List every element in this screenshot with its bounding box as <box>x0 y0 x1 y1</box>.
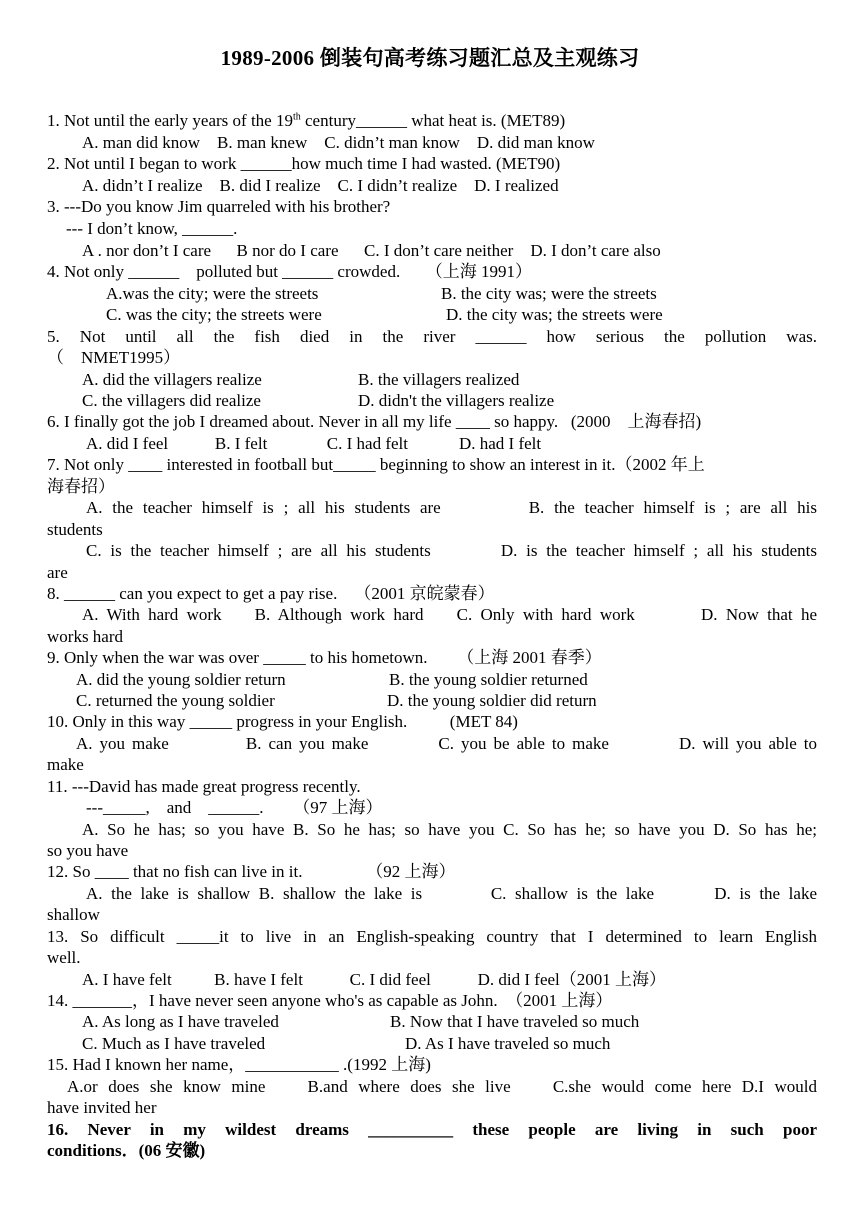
question-9-stem: 9. Only when the war was over _____ to his hometown. （上海 2001 春季） <box>47 648 602 667</box>
page-title: 1989-2006 倒装句高考练习题汇总及主观练习 <box>220 46 640 70</box>
question-15-options: A.or does she know mine B.and where does she live C.she would come here D.I would <box>67 1077 817 1096</box>
question-9-option-a: A. did the young soldier return <box>76 670 286 689</box>
question-7-options-ab: A. the teacher himself is ; all his students are B. the teacher himself is ; are all his <box>86 498 817 517</box>
question-7-options-cd-cont: are <box>47 563 68 582</box>
question-1-stem: 1. Not until the early years of the 19th century______ what heat is. (MET89) <box>47 111 566 130</box>
question-8-options: A. With hard work B. Although work hard C. Only with hard work D. Now that he <box>82 605 817 624</box>
question-14-option-c: C. Much as I have traveled <box>82 1034 266 1053</box>
question-4-option-b: B. the city was; were the streets <box>441 284 657 303</box>
question-13-options: A. I have felt B. have I felt C. I did feel D. did I feel（2001 上海） <box>82 970 667 989</box>
question-4-option-c: C. was the city; the streets were <box>106 305 322 324</box>
question-5-option-c: C. the villagers did realize <box>82 391 261 410</box>
question-12-options-cont: shallow <box>47 905 100 924</box>
question-13-stem-cont: well. <box>47 948 81 967</box>
question-5-option-a: A. did the villagers realize <box>82 370 262 389</box>
question-11-stem: 11. ---David has made great progress recently. <box>47 777 361 796</box>
question-12-options: A. the lake is shallow B. shallow the lake is C. shallow is the lake D. is the lake <box>86 884 817 903</box>
question-9-option-b: B. the young soldier returned <box>389 670 588 689</box>
question-14-option-d: D. As I have traveled so much <box>405 1034 611 1053</box>
question-3-options: A . nor don’t I care B nor do I care C. I don’t care neither D. I don’t care also <box>82 241 661 260</box>
question-8-options-cont: works hard <box>47 627 124 646</box>
question-16-stem-cont: conditions．(06 安徽) <box>47 1141 206 1160</box>
question-2-options: A. didn’t I realize B. did I realize C. I didn’t realize D. I realized <box>82 176 559 195</box>
question-11-options: A. So he has; so you have B. So he has; so have you C. So has he; so have you D. So has he; <box>82 820 817 839</box>
question-11-reply: ---_____, and ______. （97 上海） <box>86 798 383 817</box>
question-9-option-d: D. the young soldier did return <box>387 691 597 710</box>
question-10-options: A. you make B. can you make C. you be able to make D. will you able to <box>76 734 817 753</box>
question-14-stem: 14. _______，I have never seen anyone who's as capable as John. （2001 上海） <box>47 991 613 1010</box>
question-3-stem: 3. ---Do you know Jim quarreled with his brother? <box>47 197 391 216</box>
question-6-stem: 6. I finally got the job I dreamed about. Never in all my life ____ so happy. (2000 上海春招) <box>47 412 702 431</box>
question-5-stem-cont: （ NMET1995） <box>47 348 181 367</box>
question-4-stem: 4. Not only ______ polluted but ______ crowded. （上海 1991） <box>47 262 532 281</box>
question-2-stem: 2. Not until I began to work ______how much time I had wasted. (MET90) <box>47 154 561 173</box>
question-10-options-cont: make <box>47 755 84 774</box>
question-1-options: A. man did know B. man knew C. didn’t man know D. did man know <box>82 133 595 152</box>
question-10-stem: 10. Only in this way _____ progress in your English. (MET 84) <box>47 712 518 731</box>
question-14-option-b: B. Now that I have traveled so much <box>390 1012 640 1031</box>
question-5-stem: 5. Not until all the fish died in the river ______ how serious the pollution was. <box>47 327 817 346</box>
question-4-option-a: A.was the city; were the streets <box>106 284 319 303</box>
question-7-stem: 7. Not only ____ interested in football but_____ beginning to show an interest in it.（2002 年上 <box>47 455 705 474</box>
question-4-option-d: D. the city was; the streets were <box>446 305 663 324</box>
question-15-stem: 15. Had I known her name，___________ .(1992 上海) <box>47 1055 431 1074</box>
question-7-options-cd: C. is the teacher himself ; are all his students D. is the teacher himself ; all his students <box>86 541 817 560</box>
question-5-option-d: D. didn't the villagers realize <box>358 391 555 410</box>
question-3-reply: --- I don’t know, ______. <box>66 219 238 238</box>
question-6-options: A. did I feel B. I felt C. I had felt D. had I felt <box>86 434 542 453</box>
question-11-options-cont: so you have <box>47 841 129 860</box>
question-14-option-a: A. As long as I have traveled <box>82 1012 279 1031</box>
question-13-stem: 13. So difficult _____it to live in an English-speaking country that I determined to learn English <box>47 927 817 946</box>
question-16-stem: 16. Never in my wildest dreams __________ these people are living in such poor <box>47 1120 817 1139</box>
question-8-stem: 8. ______ can you expect to get a pay rise. （2001 京皖蒙春） <box>47 584 495 603</box>
question-9-option-c: C. returned the young soldier <box>76 691 275 710</box>
question-15-options-cont: have invited her <box>47 1098 157 1117</box>
question-5-option-b: B. the villagers realized <box>358 370 520 389</box>
question-7-stem-cont: 海春招） <box>47 477 115 496</box>
question-7-options-ab-cont: students <box>47 520 103 539</box>
question-12-stem: 12. So ____ that no fish can live in it. （92 上海） <box>47 862 456 881</box>
